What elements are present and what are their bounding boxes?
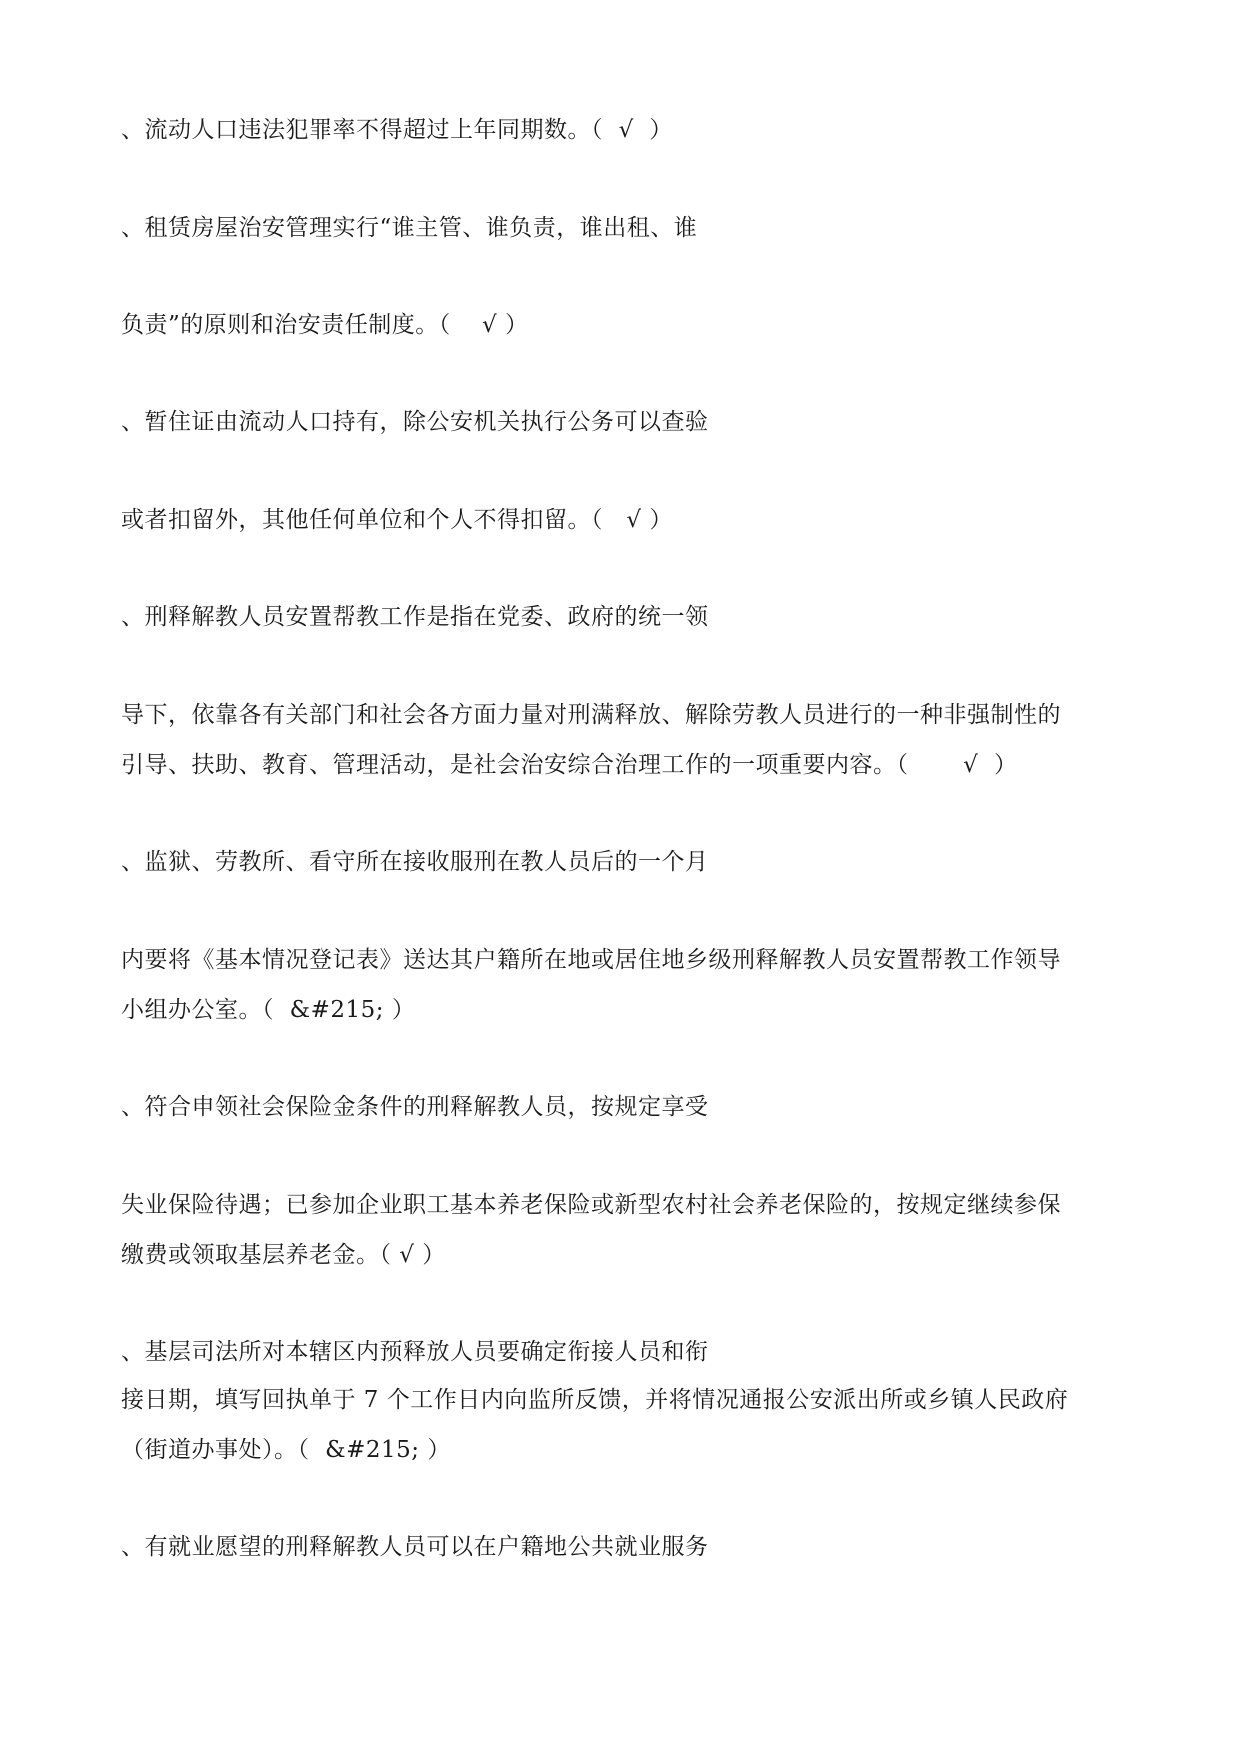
text-line: 内要将《基本情况登记表》送达其户籍所在地或居住地乡级刑释解教人员安置帮教工作领导 bbox=[121, 947, 1061, 973]
text-line: 负责”的原则和治安责任制度。（ √ ） bbox=[121, 312, 529, 338]
text-line: （街道办事处）。（ &#215; ） bbox=[121, 1437, 451, 1463]
text-line: 、暂住证由流动人口持有，除公安机关执行公务可以查验 bbox=[121, 409, 709, 435]
text-line: 、基层司法所对本辖区内预释放人员要确定衔接人员和衔 bbox=[121, 1339, 709, 1365]
text-line: 小组办公室。（ &#215; ） bbox=[121, 997, 416, 1023]
text-line: 引导、扶助、教育、管理活动，是社会治安综合治理工作的一项重要内容。（ √ ） bbox=[121, 752, 1018, 778]
text-line: 接日期，填写回执单于 7 个工作日内向监所反馈，并将情况通报公安派出所或乡镇人民政府 bbox=[121, 1387, 1069, 1413]
text-line: 、有就业愿望的刑释解教人员可以在户籍地公共就业服务 bbox=[121, 1534, 709, 1560]
text-line: 、租赁房屋治安管理实行“谁主管、谁负责，谁出租、谁 bbox=[121, 215, 698, 241]
text-line: 、符合申领社会保险金条件的刑释解教人员，按规定享受 bbox=[121, 1094, 709, 1120]
text-line: 缴费或领取基层养老金。（ √ ） bbox=[121, 1242, 446, 1268]
text-line: 、监狱、劳教所、看守所在接收服刑在教人员后的一个月 bbox=[121, 849, 709, 875]
text-line: 或者扣留外，其他任何单位和个人不得扣留。（ √ ） bbox=[121, 507, 673, 533]
text-line: 导下，依靠各有关部门和社会各方面力量对刑满释放、解除劳教人员进行的一种非强制性的 bbox=[121, 702, 1061, 728]
text-line: 失业保险待遇；已参加企业职工基本养老保险或新型农村社会养老保险的，按规定继续参保 bbox=[121, 1192, 1061, 1218]
text-line: 、刑释解教人员安置帮教工作是指在党委、政府的统一领 bbox=[121, 604, 709, 630]
text-line: 、流动人口违法犯罪率不得超过上年同期数。（ √ ） bbox=[121, 117, 673, 143]
